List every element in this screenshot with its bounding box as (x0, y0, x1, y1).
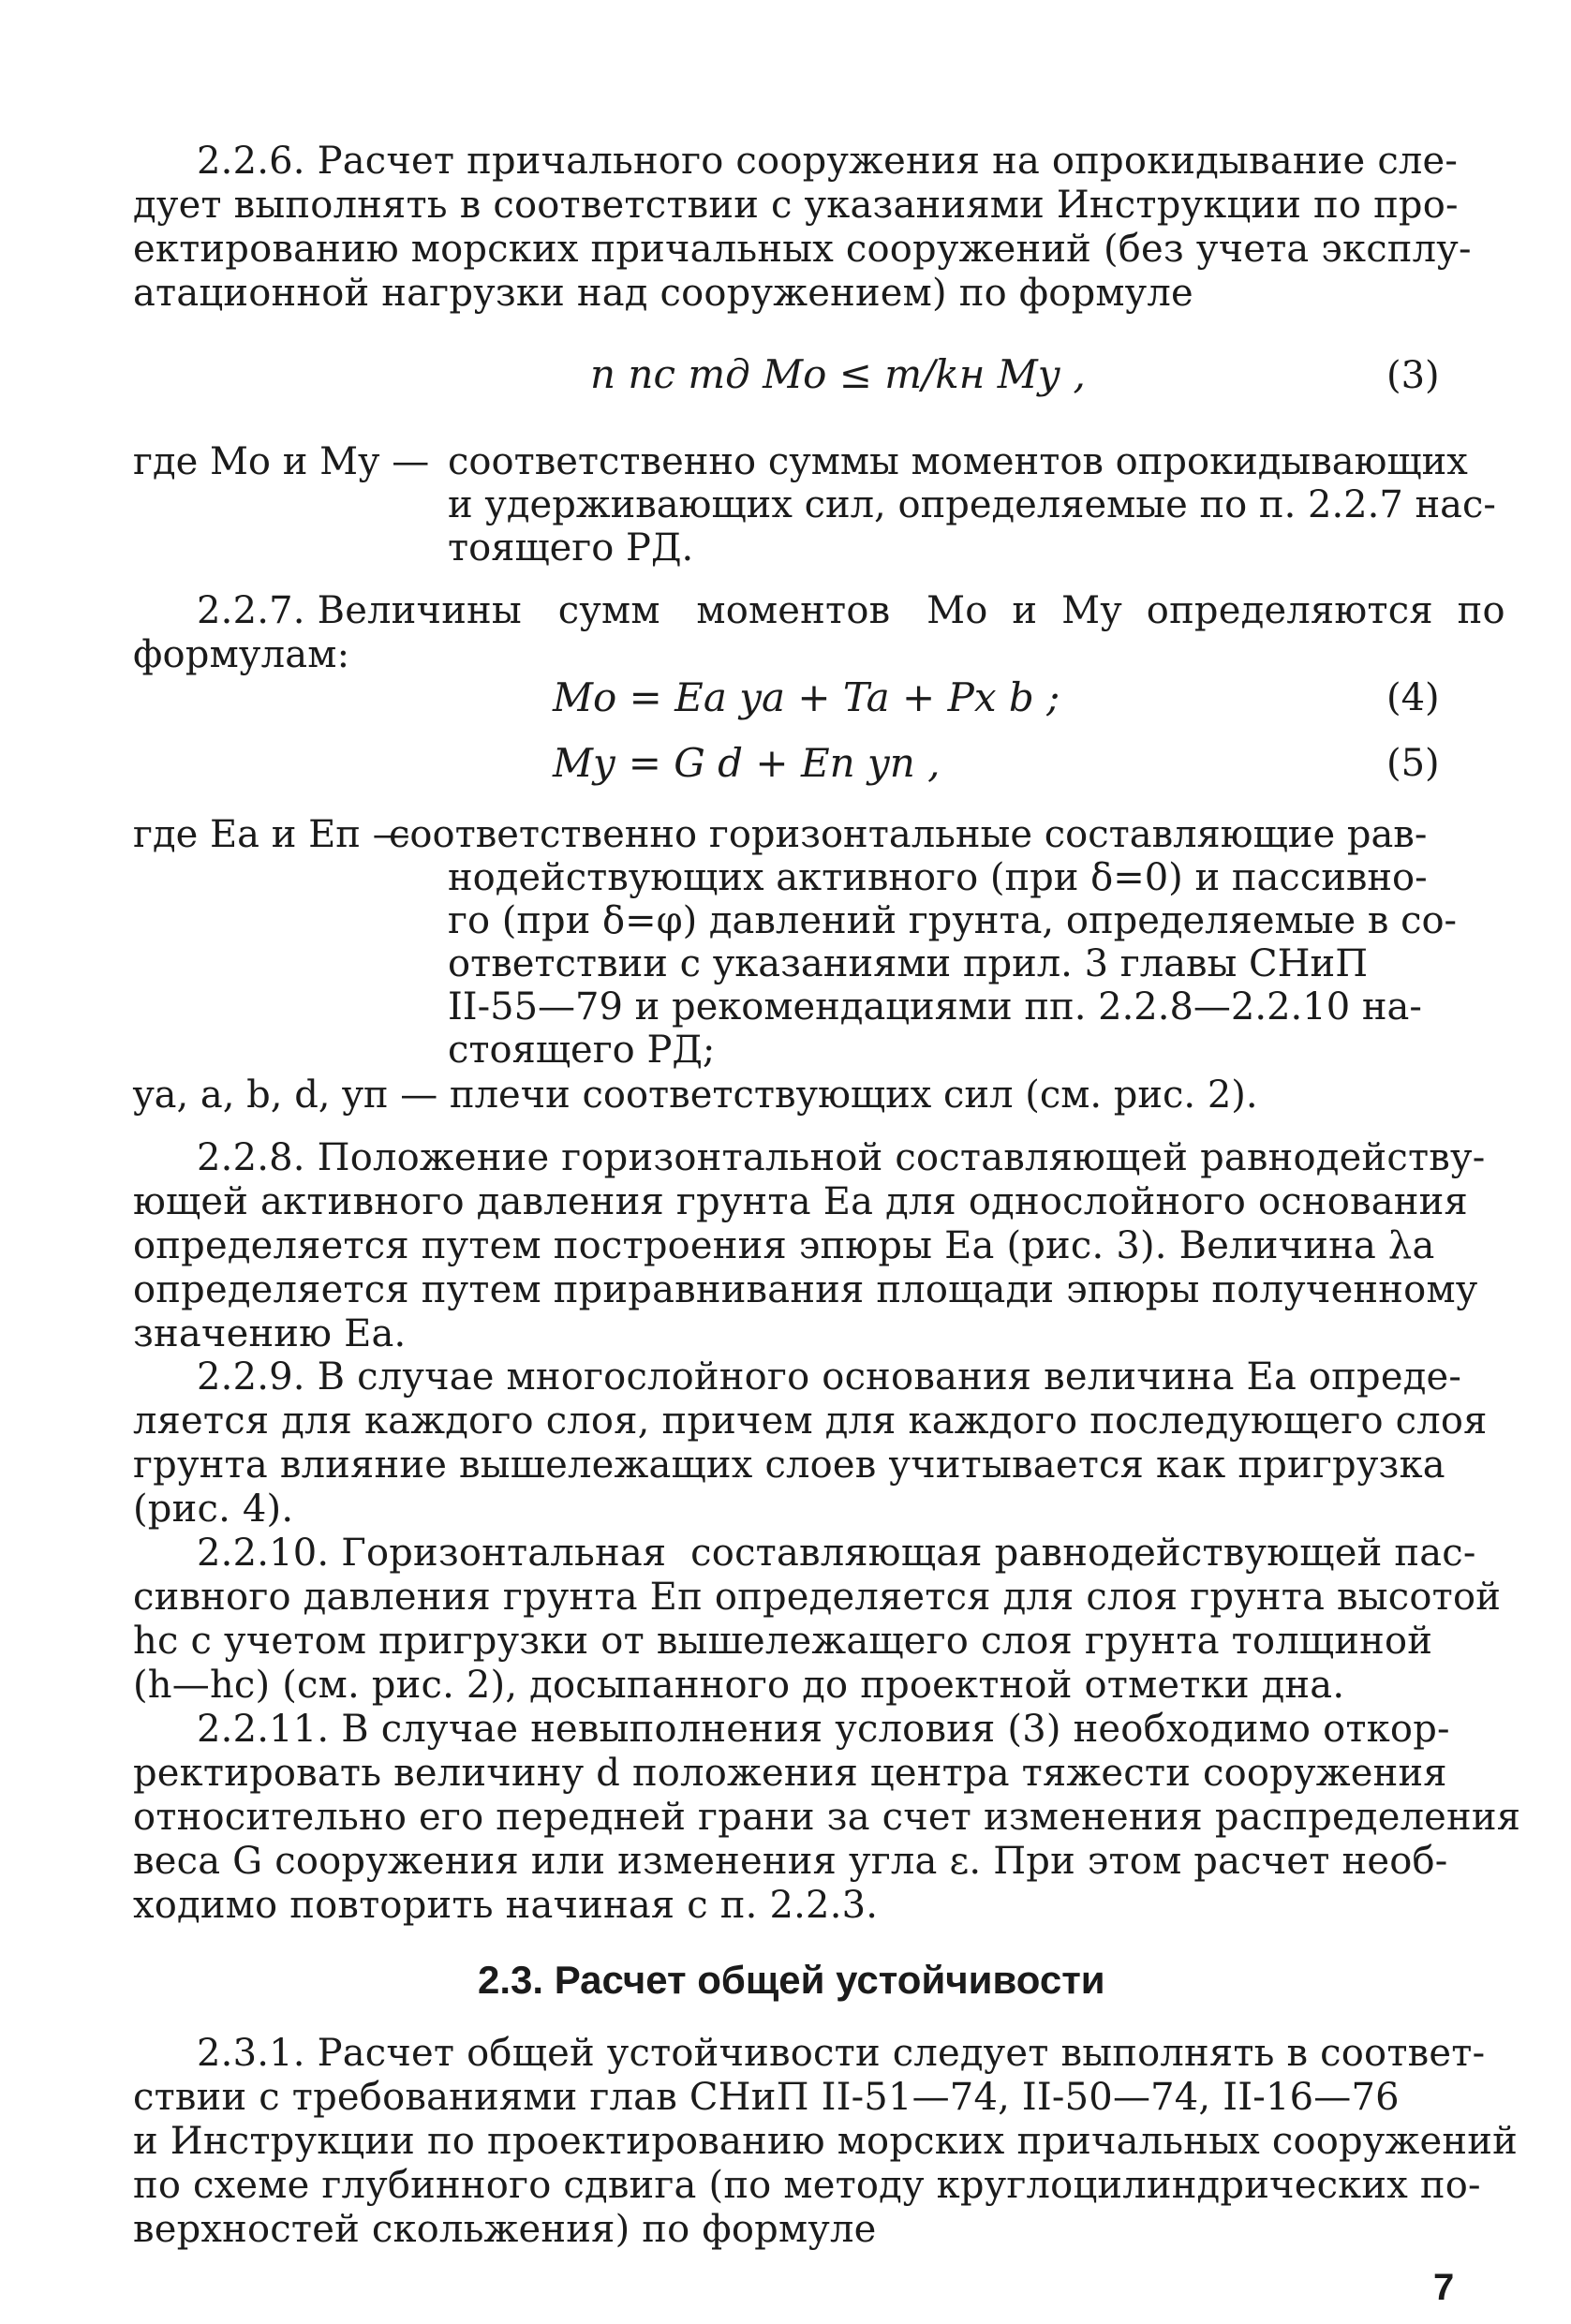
text-line: определяется путем построения эпюры Eа (рис. 3). Величина λа (133, 1224, 1435, 1267)
text-line: формулам: (133, 633, 350, 676)
formula-3: n nс mд Mо ≤ m/kн Mу , (590, 351, 1086, 397)
where-line: ответствии с указаниями прил. 3 главы СНиП (448, 942, 1369, 985)
page-number: 7 (1433, 2267, 1455, 2308)
where-line: соответственно горизонтальные составляющие рав- (389, 813, 1428, 856)
text-line: hс с учетом пригрузки от вышележащего слоя грунта толщиной (133, 1620, 1433, 1663)
text-line: 2.2.9. В случае многослойного основания величина Eа опреде- (197, 1355, 1462, 1399)
text-line: веса G сооружения или изменения угла ε. При этом расчет необ- (133, 1840, 1448, 1883)
text-line: атационной нагрузки над сооружением) по формуле (133, 272, 1193, 315)
text-line: ректировать величину d положения центра тяжести сооружения (133, 1752, 1447, 1795)
text-line: относительно его передней грани за счет изменения распределения (133, 1796, 1521, 1839)
text-line: 2.2.10. Горизонтальная составляющая равнодействующей пас- (197, 1532, 1476, 1575)
where-line: соответственно суммы моментов опрокидывающих (448, 440, 1468, 483)
text-line: ляется для каждого слоя, причем для каждого последующего слоя (133, 1399, 1488, 1443)
where-label: где Mо и Mу — (133, 440, 430, 483)
where-line: и удерживающих сил, определяемые по п. 2.2.7 нас- (448, 483, 1496, 526)
where-line: стоящего РД; (448, 1029, 716, 1072)
text-line: грунта влияние вышележащих слоев учитывается как пригрузка (133, 1443, 1445, 1487)
text-line: значению Eа. (133, 1312, 407, 1355)
text-line: (h—hс) (см. рис. 2), досыпанного до проектной отметки дна. (133, 1664, 1345, 1707)
text-line: сивного давления грунта Eп определяется для слоя грунта высотой (133, 1576, 1502, 1619)
formula-number-3: (3) (1386, 354, 1440, 397)
where-line: тоящего РД. (448, 526, 694, 570)
text-line: по схеме глубинного сдвига (по методу круглоцилиндрических по- (133, 2164, 1481, 2207)
text-line: определяется путем приравнивания площади эпюры полученному (133, 1268, 1478, 1311)
where-line: нодействующих активного (при δ=0) и пассивно- (448, 856, 1428, 899)
where-label: где Eа и Eп — (133, 813, 410, 856)
text-line: 2.2.11. В случае невыполнения условия (3) необходимо откор- (197, 1708, 1450, 1751)
section-heading: 2.3. Расчет общей устойчивости (478, 1958, 1105, 2002)
formula-number-5: (5) (1386, 742, 1440, 785)
text-line: верхностей скольжения) по формуле (133, 2208, 877, 2251)
text-line: ющей активного давления грунта Eа для однослойного основания (133, 1180, 1468, 1223)
formula-5: Mу = G d + Eп yп , (553, 740, 941, 786)
formula-4: Mо = Eа yа + Ta + Px b ; (553, 674, 1060, 720)
text-line: ектированию морских причальных сооружений (без учета эксплу- (133, 228, 1472, 271)
where-line: yа, a, b, d, yп — плечи соответствующих сил (см. рис. 2). (133, 1073, 1258, 1117)
text-line: ходимо повторить начиная с п. 2.2.3. (133, 1884, 879, 1927)
text-line: 2.3.1. Расчет общей устойчивости следует выполнять в соответ- (197, 2032, 1486, 2075)
where-line: го (при δ=φ) давлений грунта, определяемые в со- (448, 899, 1458, 942)
text-line: 2.2.6. Расчет причального сооружения на опрокидывание сле- (197, 140, 1459, 183)
where-line: II-55—79 и рекомендациями пп. 2.2.8—2.2.10 на- (448, 985, 1422, 1029)
text-line: и Инструкции по проектированию морских причальных сооружений (133, 2120, 1518, 2163)
text-line: дует выполнять в соответствии с указаниями Инструкции по про- (133, 184, 1459, 227)
text-line: 2.2.8. Положение горизонтальной составляющей равнодейству- (197, 1136, 1486, 1179)
formula-number-4: (4) (1386, 676, 1440, 719)
text-line: (рис. 4). (133, 1488, 294, 1531)
text-line: 2.2.7. Величины сумм моментов Mо и Mу определяются по (197, 589, 1505, 632)
text-line: ствии с требованиями глав СНиП II-51—74, II-50—74, II-16—76 (133, 2076, 1400, 2119)
